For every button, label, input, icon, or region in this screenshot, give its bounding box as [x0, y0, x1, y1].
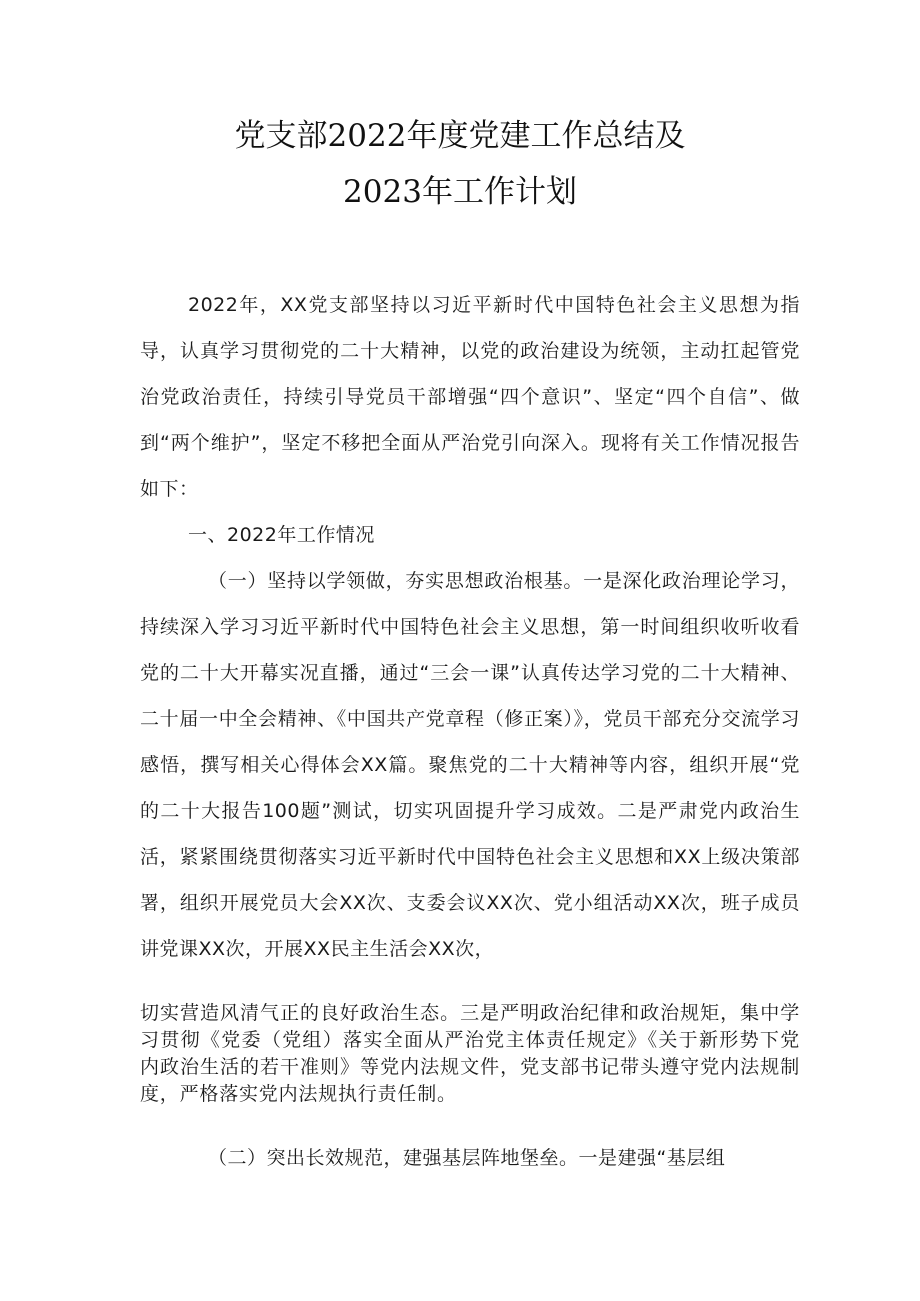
intro-paragraph: 2022年，XX党支部坚持以习近平新时代中国特色社会主义思想为指导，认真学习贯彻党的二十大精神，以党的政治建设为统领，主动扛起管党治党政治责任，持续引导党员干部增强“四个意识”、坚定“四个自信”、做到“两个维护”，坚定不移把全面从严治党引向深入。现将有关工作情况报告如下： [140, 294, 800, 500]
document-title-line-2: 2023年工作计划 [343, 174, 577, 210]
document-title-line-1: 党支部2022年度党建工作总结及 [234, 118, 686, 154]
body-paragraph: （一）坚持以学领做，夯实思想政治根基。一是深化政治理论学习，持续深入学习习近平新时代中国特色社会主义思想，第一时间组织收听收看党的二十大开幕实况直播，通过“三会一课”认真传达学习党的二十大精神、二十届一中全会精神、《中国共产党章程（修正案）》，党员干部充分交流学习感悟，撰写相关心得体会XX篇。聚焦党的二十大精神等内容，组织开展“党的二十大报告100题”测试，切实巩固提升学习成效。二是严肃党内政治生活，紧紧围绕贯彻落实习近平新时代中国特色社会主义思想和XX上级决策部署，组织开展党员大会XX次、支委会议XX次、党小组活动XX次，班子成员讲党课XX次，开展XX民主生活会XX次， [140, 570, 800, 960]
body-paragraph: （二）突出长效规范，建强基层阵地堡垒。一是建强“基层组 [208, 1147, 726, 1169]
body-paragraph-continued: 切实营造风清气正的良好政治生态。三是严明政治纪律和政治规矩，集中学习贯彻《党委（党组）落实全面从严治党主体责任规定》《关于新形势下党内政治生活的若干准则》等党内法规文件，党支部书记带头遵守党内法规制度，严格落实党内法规执行责任制。 [140, 1002, 800, 1105]
section-heading: 一、2022年工作情况 [188, 524, 375, 546]
